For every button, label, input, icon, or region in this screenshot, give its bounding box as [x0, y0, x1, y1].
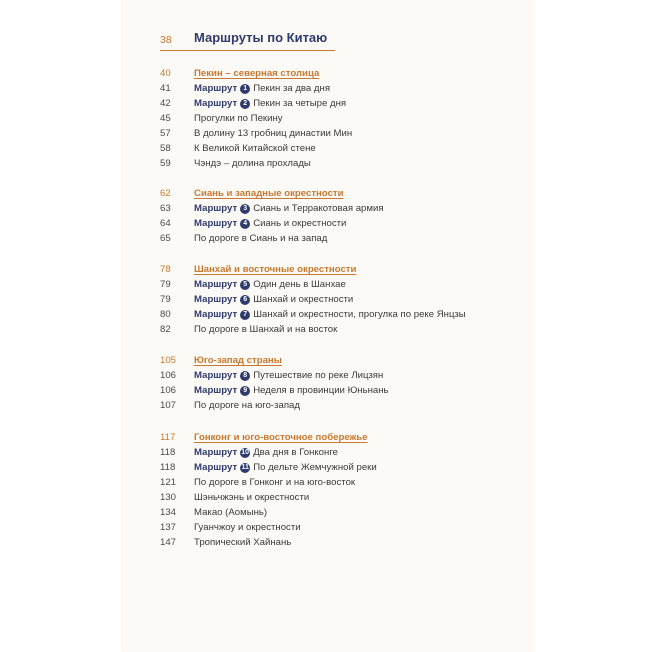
header-rule [160, 50, 335, 51]
page-number: 79 [160, 279, 171, 290]
page-number: 107 [160, 400, 177, 411]
entry-text: По дороге в Гонконг и на юго-восток [194, 477, 356, 488]
route-label: Маршрут [194, 462, 238, 473]
entry-content [194, 126, 352, 141]
entry-text: Пекин за четыре дня [253, 98, 347, 109]
entry-content [194, 383, 389, 398]
entry-content [194, 520, 301, 535]
page-number: 59 [160, 158, 171, 169]
entry-content [194, 505, 267, 520]
route-number-badge: 2 [240, 99, 250, 109]
entry-text: По дельте Жемчужной реки [253, 462, 377, 473]
route-label: Маршрут [194, 279, 238, 290]
section-title-text: Сиань и западные окрестности [194, 188, 344, 199]
route-label: Маршрут [194, 385, 238, 396]
page-number: 41 [160, 83, 171, 94]
entry-content [194, 475, 355, 490]
route-label: Маршрут [194, 83, 238, 94]
page-number: 118 [160, 462, 176, 473]
route-label: Маршрут [194, 218, 238, 229]
entry-content [194, 535, 291, 550]
entry-content [194, 445, 338, 460]
section-title-text: Шанхай и восточные окрестности [194, 264, 357, 275]
page-number: 42 [160, 98, 171, 109]
entry-content [194, 141, 316, 156]
route-number-badge: 7 [240, 310, 250, 320]
entry-content [194, 156, 311, 171]
page-number: 40 [160, 68, 171, 79]
route-number-badge: 10 [241, 449, 250, 456]
page-number: 57 [160, 128, 171, 139]
entry-text: Один день в Шанхае [253, 279, 346, 290]
entry-text: Шэньчжэнь и окрестности [194, 492, 310, 503]
entry-text: Макао (Аомынь) [194, 507, 268, 518]
entry-text: Прогулки по Пекину [194, 113, 283, 124]
page-number: 80 [160, 309, 171, 320]
route-label: Маршрут [194, 98, 238, 109]
page-number: 137 [160, 522, 177, 533]
route-label: Маршрут [194, 447, 238, 458]
page-number: 130 [160, 492, 177, 503]
entry-content [194, 277, 346, 292]
entry-content [194, 460, 377, 475]
page-number: 105 [160, 355, 177, 366]
section-title-text: Пекин – северная столица [194, 68, 320, 79]
route-number-badge: 3 [240, 204, 250, 214]
entry-text: Тропический Хайнань [194, 537, 292, 548]
page-number: 64 [160, 218, 171, 229]
page-number: 118 [160, 447, 176, 458]
route-number-badge: 11 [241, 464, 249, 471]
entry-content [194, 322, 337, 337]
page-number: 121 [160, 477, 177, 488]
entry-content [194, 201, 384, 216]
page-number: 117 [160, 432, 176, 443]
route-number-badge: 4 [240, 219, 250, 229]
page-number: 106 [160, 370, 177, 381]
page-number: 134 [160, 507, 177, 518]
page-number: 38 [160, 34, 172, 46]
page-number: 106 [160, 385, 177, 396]
page-number: 62 [160, 188, 171, 199]
route-number-badge: 8 [240, 371, 250, 381]
route-label: Маршрут [194, 370, 238, 381]
entry-text: Сиань и Терракотовая армия [253, 203, 384, 214]
page-number: 63 [160, 203, 171, 214]
route-number-badge: 9 [240, 386, 250, 396]
entry-text: К Великой Китайской стене [194, 143, 316, 154]
route-label: Маршрут [194, 203, 238, 214]
route-number-badge: 5 [240, 280, 250, 290]
entry-content [194, 111, 283, 126]
page-number: 65 [160, 233, 171, 244]
page-number: 78 [160, 264, 171, 275]
entry-content [194, 231, 327, 246]
page-number: 147 [160, 537, 177, 548]
entry-text: Шанхай и окрестности [253, 294, 354, 305]
entry-content [194, 216, 346, 231]
entry-text: По дороге в Шанхай и на восток [194, 324, 338, 335]
entry-text: Путешествие по реке Лицзян [253, 370, 384, 381]
main-title-text: Маршруты по Китаю [194, 30, 328, 45]
entry-text: Пекин за два дня [253, 83, 331, 94]
page-number: 79 [160, 294, 171, 305]
entry-text: По дороге на юго-запад [194, 400, 300, 411]
entry-content [194, 292, 353, 307]
route-number-badge: 6 [240, 295, 250, 305]
entry-text: Шанхай и окрестности, прогулка по реке Янцзы [253, 309, 466, 320]
page-number: 45 [160, 113, 171, 124]
entry-text: Два дня в Гонконге [253, 447, 338, 458]
entry-content [194, 368, 383, 383]
entry-content [194, 81, 330, 96]
route-label: Маршрут [194, 309, 238, 320]
entry-content [194, 96, 346, 111]
page-number: 82 [160, 324, 171, 335]
entry-text: Неделя в провинции Юньнань [253, 385, 389, 396]
entry-text: В долину 13 гробниц династии Мин [194, 128, 353, 139]
section-title-text: Гонконг и юго-восточное побережье [194, 432, 368, 443]
route-label: Маршрут [194, 294, 238, 305]
entry-content [194, 307, 466, 322]
entry-content [194, 398, 300, 413]
entry-content [194, 490, 309, 505]
page-number: 58 [160, 143, 171, 154]
section-title-text: Юго-запад страны [194, 355, 282, 366]
entry-text: По дороге в Сиань и на запад [194, 233, 328, 244]
entry-text: Сиань и окрестности [253, 218, 347, 229]
entry-text: Гуанчжоу и окрестности [194, 522, 301, 533]
entry-text: Чэндэ – долина прохлады [194, 158, 311, 169]
route-number-badge: 1 [240, 84, 250, 94]
